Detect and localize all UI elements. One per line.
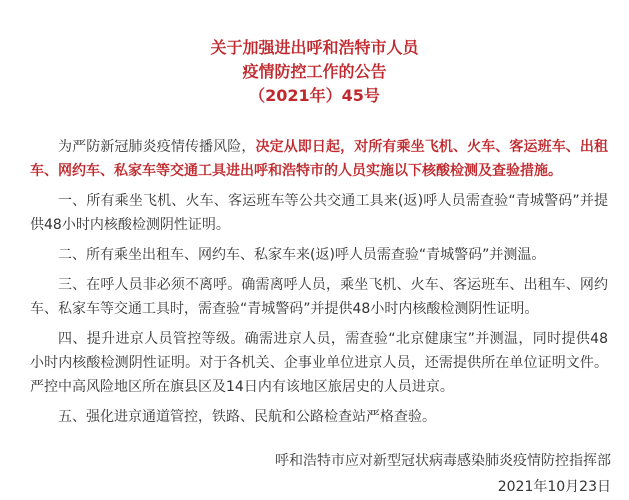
- title-line-3: （2021年）45号: [249, 86, 380, 105]
- item-paragraph-3: 三、在呼人员非必须不离呼。确需离呼人员，乘坐飞机、火车、客运班车、出租车、网约车、私家车等交通工具时，需查验“青城警码”并提供48小时内核酸检测阴性证明。: [30, 277, 608, 317]
- intro-emphasis: 决定从即日起，对所有乘坐飞机、火车、客运班车、出租车、网约车、私家车等交通工具进出呼和浩特市的人员实施以下核酸检测及查验措施。: [30, 139, 609, 179]
- item-paragraph-1: 一、所有乘坐飞机、火车、客运班车等公共交通工具来(返)呼人员需查验“青城警码”并提供48小时内核酸检测阴性证明。: [30, 193, 608, 233]
- issue-date: 2021年10月23日: [497, 479, 611, 495]
- title-line-2: 疫情防控工作的公告: [242, 62, 387, 81]
- issuer-name: 呼和浩特市应对新型冠状病毒感染肺炎疫情防控指挥部: [275, 453, 611, 469]
- announcement-body: [30, 135, 608, 435]
- intro-paragraph: [30, 135, 608, 183]
- item-paragraph-2: 二、所有乘坐出租车、网约车、私家车来(返)呼人员需查验“青城警码”并测温。: [58, 247, 546, 263]
- intro-lead: 为严防新冠肺炎疫情传播风险，: [58, 139, 256, 155]
- item-paragraph-4: 四、提升进京人员管控等级。确需进京人员，需查验“北京健康宝”并测温，同时提供48小时内核酸检测阴性证明。对于各机关、企事业单位进京人员，还需提供所在单位证明文件。严控中高风险地区所在旗县区及14日内有该地区旅居史的人员进京。: [30, 331, 608, 395]
- title-line-1: 关于加强进出呼和浩特市人员: [210, 38, 419, 57]
- item-paragraph-5: 五、强化进京通道管控，铁路、民航和公路检查站严格查验。: [58, 409, 436, 425]
- signature-block: [275, 448, 611, 500]
- announcement-title: [0, 36, 629, 108]
